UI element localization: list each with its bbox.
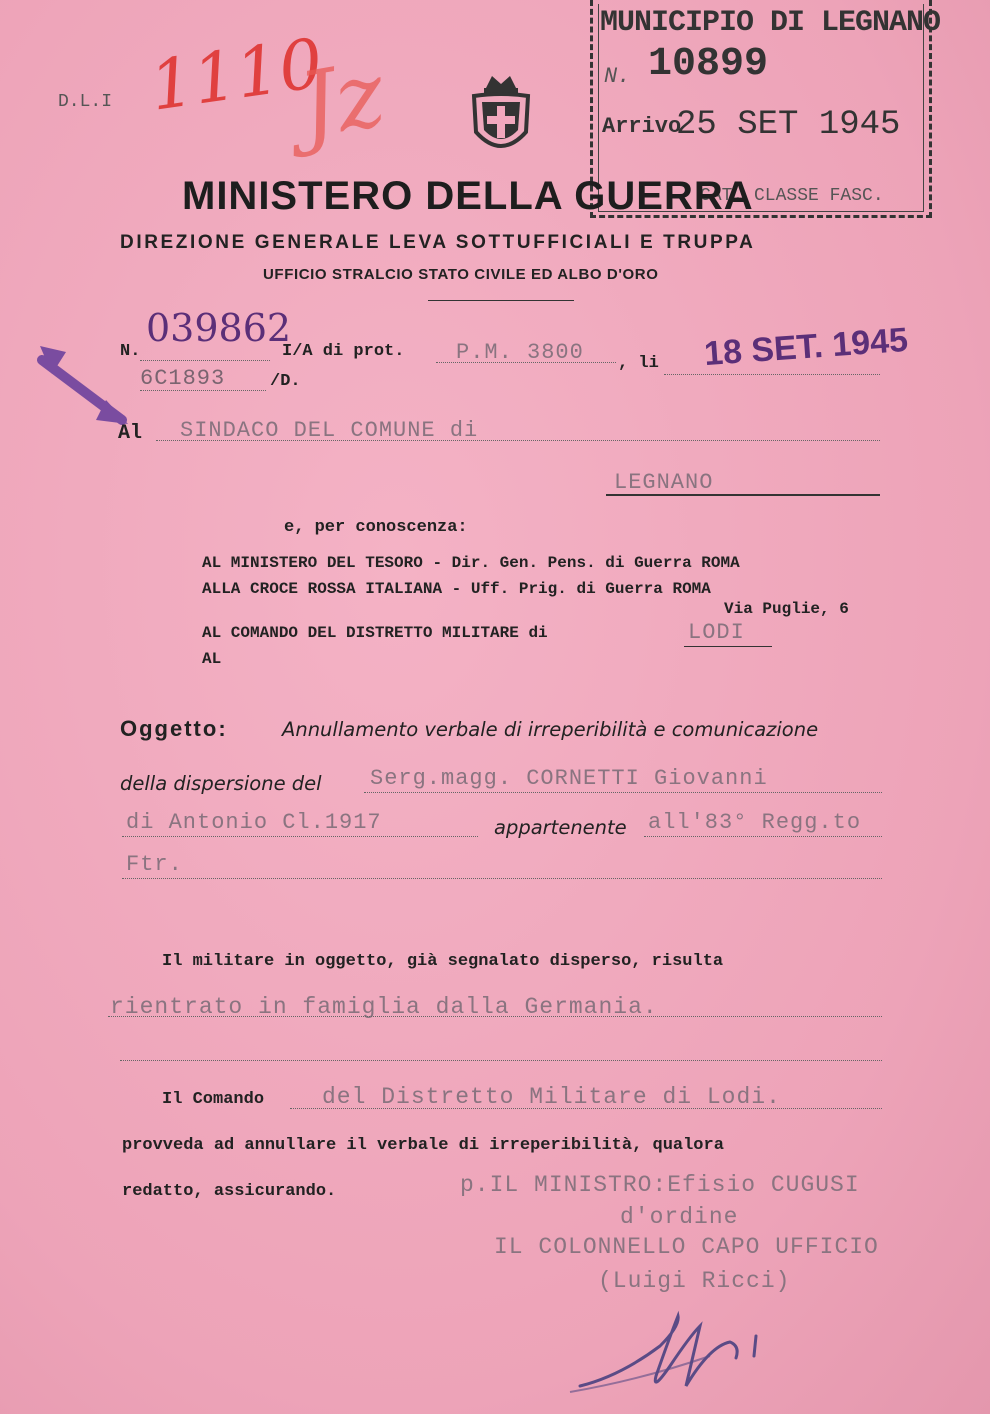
cc-comando-underline (684, 646, 772, 647)
header-divider (428, 300, 574, 301)
addressee-city-underline (606, 494, 880, 496)
signature-minister: p.IL MINISTRO:Efisio CUGUSI (460, 1172, 860, 1198)
subject-unit-dots (122, 878, 882, 879)
subject-text-line1: Annullamento verbale di irreperibilità e comunicazione (282, 718, 819, 741)
cc-line-treasury: AL MINISTERO DEL TESORO - Dir. Gen. Pens. di Guerra ROMA (202, 554, 740, 572)
addressee-al-label: Al (118, 422, 143, 445)
protocol-d-label: /D. (270, 372, 301, 391)
protocol-date-stamp: 18 SET. 1945 (702, 320, 910, 374)
body-paragraph-1-fill: rientrato in famiglia dalla Germania. (110, 994, 658, 1020)
cc-line-address: Via Puglie, 6 (724, 600, 849, 618)
cc-comando-value: LODI (688, 620, 745, 645)
body-comando-fill: del Distretto Militare di Lodi. (322, 1084, 781, 1110)
signature-colonel: IL COLONNELLO CAPO UFFICIO (494, 1234, 879, 1260)
body-comando-label: Il Comando (162, 1090, 265, 1109)
subject-regiment-dots (644, 836, 882, 837)
direction-title: DIREZIONE GENERALE LEVA SOTTUFFICIALI E TRUPPA (120, 232, 756, 253)
protocol-date-dots (664, 374, 880, 375)
stamp-title: MUNICIPIO DI LEGNANO (600, 6, 941, 40)
subject-father-dots (122, 836, 478, 837)
addressee-city: LEGNANO (614, 470, 714, 495)
stamp-date-label: Arrivo (602, 114, 682, 139)
coat-of-arms-icon (466, 70, 536, 160)
subject-rank-name: Serg.magg. CORNETTI Giovanni (370, 766, 768, 791)
subject-belonging: appartenente (494, 816, 627, 839)
handwritten-signature-icon (560, 1296, 820, 1406)
office-title: UFFICIO STRALCIO STATO CIVILE ED ALBO D'ORO (263, 266, 659, 283)
addressee-dots (156, 440, 880, 441)
stamp-footer: CAT. CLASSE FASC. (700, 186, 884, 206)
cc-line-red-cross: ALLA CROCE ROSSA ITALIANA - Uff. Prig. di Guerra ROMA (202, 580, 711, 598)
protocol-pm-dots (436, 362, 616, 363)
ministry-title: MINISTERO DELLA GUERRA (182, 174, 754, 218)
cc-comando-label: AL COMANDO DEL DISTRETTO MILITARE di (202, 624, 548, 642)
protocol-sub-number: 6C1893 (140, 366, 226, 391)
body-paragraph-3: provveda ad annullare il verbale di irreperibilità, qualora (122, 1136, 724, 1155)
protocol-n-dots (140, 360, 270, 361)
body-fill-dots-1 (108, 1016, 882, 1017)
handwritten-red-number: 1110 (145, 24, 328, 127)
stamp-date: 25 SET 1945 (676, 106, 901, 144)
addressee-name: SINDACO DEL COMUNE di (180, 418, 479, 443)
subject-name-dots (364, 792, 882, 793)
cc-intro: e, per conoscenza: (284, 518, 468, 537)
body-comando-dots (290, 1108, 882, 1109)
subject-label: Oggetto: (120, 716, 228, 741)
cc-al-label: AL (202, 650, 222, 668)
protocol-sub-dots (140, 390, 266, 391)
handwritten-red-initials: Jz (291, 41, 392, 160)
stamp-number: 10899 (648, 42, 769, 87)
protocol-li-label: , li (618, 354, 659, 373)
signature-order: d'ordine (620, 1204, 739, 1230)
subject-father: di Antonio Cl.1917 (126, 810, 382, 835)
protocol-number: 039862 (146, 306, 292, 350)
protocol-pm: P.M. 3800 (456, 340, 584, 365)
subject-unit: Ftr. (126, 852, 183, 877)
stamp-number-label: N. (604, 64, 631, 89)
protocol-n-label: N. (120, 342, 141, 361)
margin-note: D.L.I (58, 92, 113, 112)
signature-name: (Luigi Ricci) (598, 1268, 791, 1294)
body-paragraph-1: Il militare in oggetto, già segnalato disperso, risulta (162, 952, 724, 971)
subject-text-line2: della dispersione del (120, 772, 322, 795)
protocol-ia-label: I/A di prot. (282, 342, 405, 361)
body-fill-dots-2 (120, 1060, 882, 1061)
body-paragraph-4: redatto, assicurando. (122, 1182, 337, 1201)
subject-regiment: all'83° Regg.to (648, 810, 862, 835)
